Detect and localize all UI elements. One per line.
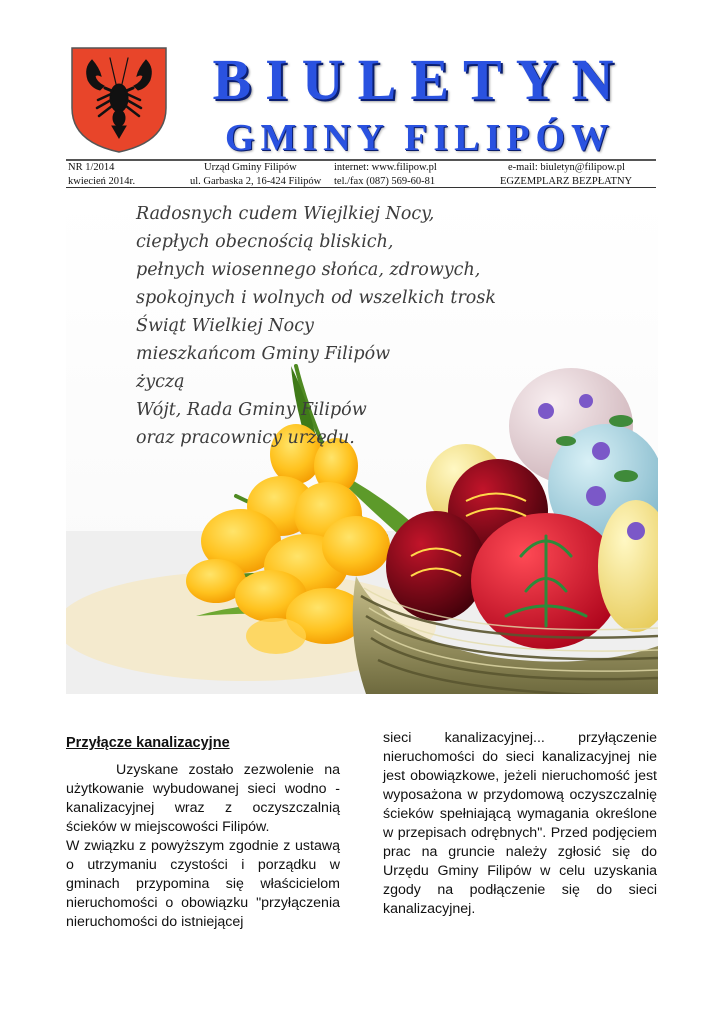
greeting-line: mieszkańcom Gminy Filipów	[136, 344, 391, 364]
article-column-right	[383, 729, 657, 919]
issue-number: NR 1/2014	[68, 162, 115, 173]
greeting-line: życzą	[136, 372, 185, 392]
greeting-line: pełnych wiosennego słońca, zdrowych,	[136, 260, 481, 280]
greeting-line: spokojnych i wolnych od wszelkich trosk	[136, 288, 496, 308]
easter-illustration	[66, 196, 658, 694]
article-column-left	[66, 734, 340, 932]
greeting-line: Wójt, Rada Gminy Filipów	[136, 400, 367, 420]
bulletin-title: BIULETYN	[212, 47, 628, 112]
coat-of-arms-crayfish-icon	[70, 46, 168, 154]
article-title: Przyłącze kanalizacyjne	[66, 735, 230, 751]
article-paragraph: sieci kanalizacyjnej... przyłączenie nieruchomości do sieci kanalizacyjnej nie jest obowiązkowe, jeżeli nieruchomość jest wyposażona w przydomową oczyszczalnię ścieków spełniającą wymagania określone w przepisach odrębnych". Przed podjęciem prac na gruncie należy zgłosić się do Urzędu Gminy Filipów w celu uzyskania zgody na podłączenie się do sieci kanalizacyjnej.	[383, 730, 657, 917]
greeting-line: ciepłych obecnością bliskich,	[136, 232, 394, 252]
header-rule-bottom	[66, 187, 656, 188]
article-paragraph: W związku z powyższym zgodnie z ustawą o utrzymaniu czystości i porządku w gminach przypomina się właścicielom nieruchomości o obowiązku "przyłączenia nieruchomości do istniejącej	[66, 838, 340, 930]
office-name: Urząd Gminy Filipów	[204, 162, 297, 173]
header-rule-top	[66, 159, 656, 161]
email: e-mail: biuletyn@filipow.pl	[508, 162, 625, 173]
website: internet: www.filipow.pl	[334, 162, 437, 173]
office-address: ul. Garbaska 2, 16-424 Filipów	[190, 176, 322, 187]
free-copy-note: EGZEMPLARZ BEZPŁATNY	[500, 176, 633, 187]
article-paragraph: Uzyskane zostało zezwolenie na użytkowanie wybudowanej sieci wodno - kanalizacyjnej wraz z oczyszczalnią ścieków w miejscowości Filipów.	[66, 762, 340, 835]
issue-date: kwiecień 2014r.	[68, 176, 136, 187]
greeting-line: oraz pracownicy urzędu.	[136, 428, 355, 448]
bulletin-subtitle: GMINY FILIPÓW	[224, 117, 616, 159]
phone: tel./fax (087) 569-60-81	[334, 176, 436, 187]
greeting-line: Świąt Wielkiej Nocy	[136, 316, 314, 336]
greeting-line: Radosnych cudem Wiejlkiej Nocy,	[136, 204, 435, 224]
